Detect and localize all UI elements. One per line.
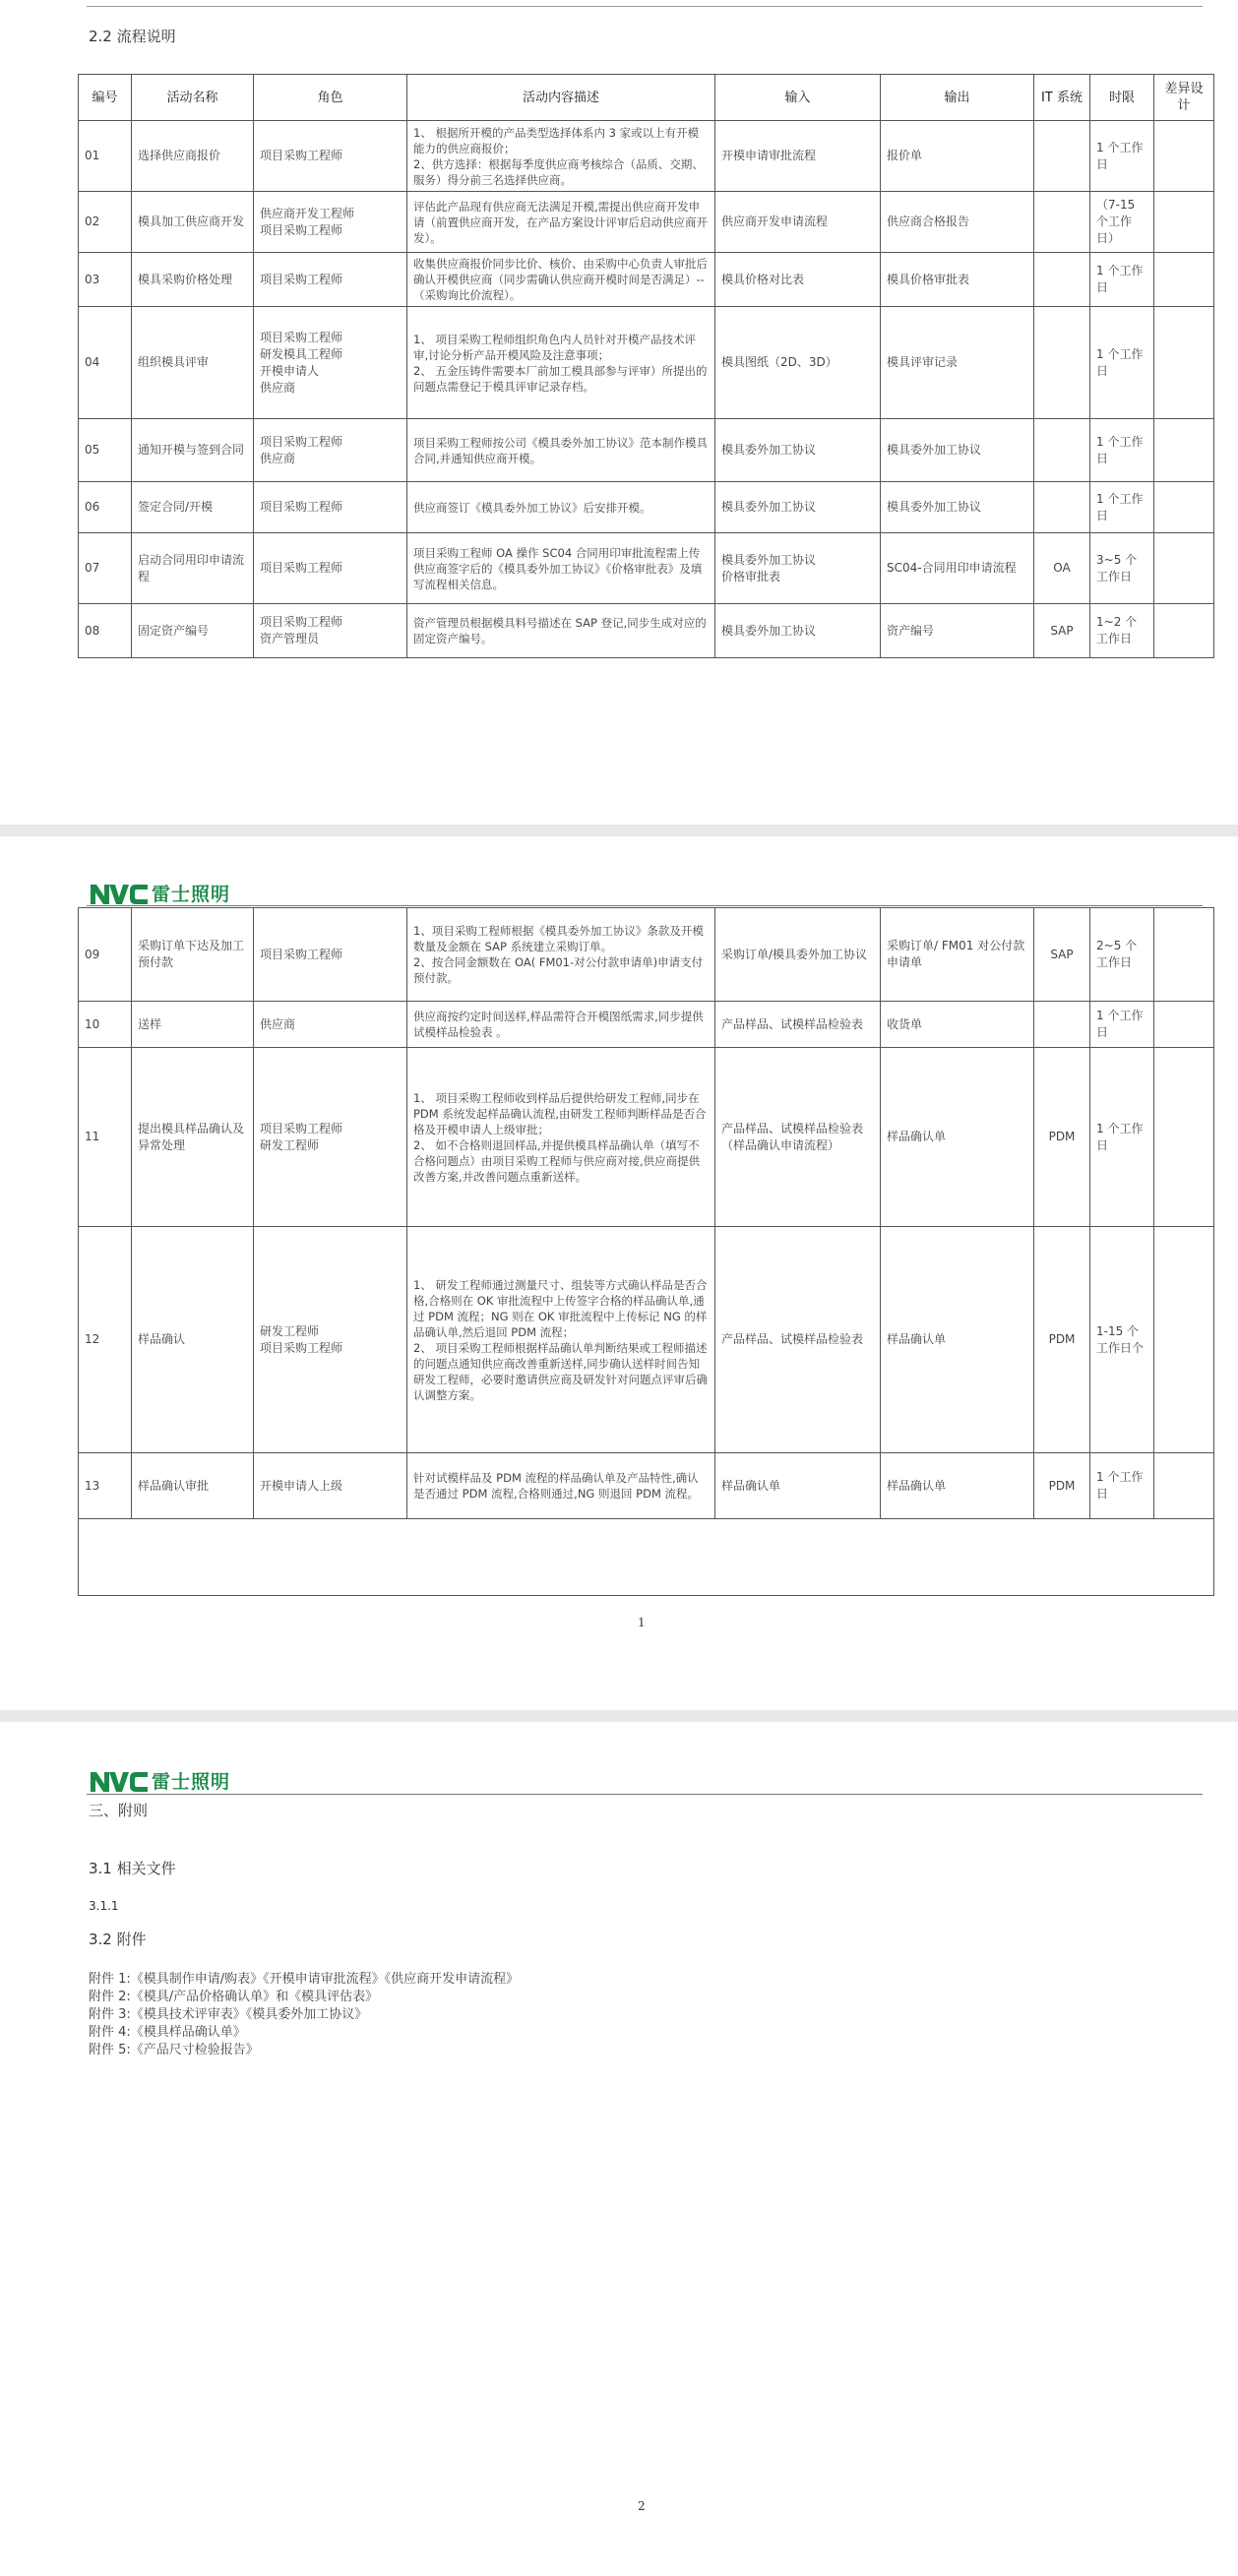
cell-input: 模具图纸（2D、3D） (715, 307, 881, 419)
cell-name: 模具采购价格处理 (132, 253, 254, 307)
cell-time: 2~5 个工作日 (1090, 908, 1154, 1002)
cell-output: 收货单 (881, 1002, 1034, 1048)
header-rule (87, 905, 1203, 906)
cell-it (1034, 1002, 1090, 1048)
cell-role: 供应商 (254, 1002, 407, 1048)
nvc-logo-icon (89, 881, 150, 906)
cell-it (1034, 192, 1090, 253)
cell-desc: 针对试模样品及 PDM 流程的样品确认单及产品特性,确认是否通过 PDM 流程,合格则通过,NG 则退回 PDM 流程。 (407, 1453, 715, 1519)
header-cell: 输入 (715, 75, 881, 121)
empty-cell (79, 1519, 1214, 1596)
cell-output: 采购订单/ FM01 对公付款申请单 (881, 908, 1034, 1002)
cell-name: 提出模具样品确认及异常处理 (132, 1048, 254, 1227)
cell-no: 01 (79, 121, 132, 192)
table-row (79, 1048, 1214, 1227)
cell-it (1034, 307, 1090, 419)
cell-role: 项目采购工程师 (254, 121, 407, 192)
cell-diff (1154, 604, 1214, 658)
cell-output: 样品确认单 (881, 1048, 1034, 1227)
header-cell: 时限 (1090, 75, 1154, 121)
cell-time: 3~5 个工作日 (1090, 533, 1154, 604)
attachment-item: 附件 1:《模具制作申请/购表》《开模申请审批流程》《供应商开发申请流程》 (89, 1972, 520, 1987)
company-logo (89, 1767, 230, 1794)
table-row (79, 419, 1214, 482)
cell-desc: 评估此产品现有供应商无法满足开模,需提出供应商开发申请（前置供应商开发，在产品方案设计评审后启动供应商开发）。 (407, 192, 715, 253)
table-row (79, 307, 1214, 419)
cell-time: 1 个工作日 (1090, 121, 1154, 192)
cell-it: OA (1034, 533, 1090, 604)
cell-diff (1154, 192, 1214, 253)
cell-time: 1 个工作日 (1090, 1002, 1154, 1048)
table-row (79, 1002, 1214, 1048)
cell-desc: 供应商按约定时间送样,样品需符合开模图纸需求,同步提供试模样品检验表 。 (407, 1002, 715, 1048)
cell-input: 供应商开发申请流程 (715, 192, 881, 253)
cell-time: 1 个工作日 (1090, 1048, 1154, 1227)
subsection-attachments: 3.2 附件 (89, 1931, 147, 1948)
cell-output: 供应商合格报告 (881, 192, 1034, 253)
cell-it (1034, 121, 1090, 192)
cell-diff (1154, 1227, 1214, 1453)
cell-diff (1154, 307, 1214, 419)
attachment-item: 附件 4:《模具样品确认单》 (89, 2025, 246, 2040)
cell-role: 供应商开发工程师 项目采购工程师 (254, 192, 407, 253)
cell-diff (1154, 1453, 1214, 1519)
header-cell: IT 系统 (1034, 75, 1090, 121)
cell-role: 项目采购工程师 资产管理员 (254, 604, 407, 658)
cell-no: 02 (79, 192, 132, 253)
cell-input: 开模申请审批流程 (715, 121, 881, 192)
cell-name: 送样 (132, 1002, 254, 1048)
cell-time: 1 个工作日 (1090, 253, 1154, 307)
empty-row (79, 1519, 1214, 1596)
cell-desc: 项目采购工程师按公司《模具委外加工协议》范本制作模具合同,并通知供应商开模。 (407, 419, 715, 482)
cell-it (1034, 482, 1090, 533)
cell-input: 产品样品、试模样品检验表 (715, 1227, 881, 1453)
cell-it: PDM (1034, 1227, 1090, 1453)
table-header-row (79, 75, 1214, 121)
cell-output: 样品确认单 (881, 1453, 1034, 1519)
cell-output: 样品确认单 (881, 1227, 1034, 1453)
cell-role: 开模申请人上级 (254, 1453, 407, 1519)
table-row (79, 121, 1214, 192)
cell-no: 10 (79, 1002, 132, 1048)
cell-diff (1154, 253, 1214, 307)
cell-no: 09 (79, 908, 132, 1002)
cell-input: 模具价格对比表 (715, 253, 881, 307)
cell-input: 模具委外加工协议 (715, 419, 881, 482)
header-cell: 角色 (254, 75, 407, 121)
section-title: 2.2 流程说明 (89, 28, 176, 45)
cell-no: 06 (79, 482, 132, 533)
cell-diff (1154, 533, 1214, 604)
cell-no: 08 (79, 604, 132, 658)
page-3 (0, 1722, 1238, 2576)
page-gap (0, 825, 1238, 836)
cell-role: 项目采购工程师 研发模具工程师 开模申请人 供应商 (254, 307, 407, 419)
table-row (79, 1453, 1214, 1519)
cell-it: SAP (1034, 908, 1090, 1002)
cell-role: 研发工程师 项目采购工程师 (254, 1227, 407, 1453)
cell-time: 1~2 个工作日 (1090, 604, 1154, 658)
cell-desc: 供应商签订《模具委外加工协议》后安排开模。 (407, 482, 715, 533)
page-number: 2 (638, 2499, 646, 2513)
cell-time: 1 个工作日 (1090, 482, 1154, 533)
cell-time: 1 个工作日 (1090, 419, 1154, 482)
cell-role: 项目采购工程师 (254, 533, 407, 604)
cell-diff (1154, 908, 1214, 1002)
cell-output: 模具价格审批表 (881, 253, 1034, 307)
cell-diff (1154, 121, 1214, 192)
cell-desc: 资产管理员根据模具料号描述在 SAP 登记,同步生成对应的固定资产编号。 (407, 604, 715, 658)
cell-it: PDM (1034, 1453, 1090, 1519)
cell-it (1034, 253, 1090, 307)
cell-no: 05 (79, 419, 132, 482)
cell-desc: 1、 项目采购工程师组织角色内人员针对开模产品技术评审,讨论分析产品开模风险及注意事项； 2、 五金压铸件需要本厂前加工模具部参与评审）所提出的问题点需登记于模具评审记录存档。 (407, 307, 715, 419)
flow-table-2 (78, 907, 1214, 1596)
table-row (79, 604, 1214, 658)
cell-time: （7-15 个工作日） (1090, 192, 1154, 253)
cell-input: 采购订单/模具委外加工协议 (715, 908, 881, 1002)
cell-output: SC04-合同用印申请流程 (881, 533, 1034, 604)
cell-name: 通知开模与签到合同 (132, 419, 254, 482)
cell-it (1034, 419, 1090, 482)
table-row (79, 1227, 1214, 1453)
cell-desc: 1、 项目采购工程师收到样品后提供给研发工程师,同步在 PDM 系统发起样品确认流程,由研发工程师判断样品是否合格及开模申请人上级审批； 2、 如不合格则退回样品,并提供模具样品确认单（填写不合格问题点）由项目采购工程师与供应商对接,供应商提供改善方案,并改善问题点重新送样。 (407, 1048, 715, 1227)
table-row (79, 533, 1214, 604)
page-2 (0, 836, 1238, 1710)
cell-desc: 1、 根据所开模的产品类型选择体系内 3 家或以上有开模能力的供应商报价； 2、供方选择：根据每季度供应商考核综合（品质、交期、服务）得分前三名选择供应商。 (407, 121, 715, 192)
cell-role: 项目采购工程师 (254, 908, 407, 1002)
cell-desc: 收集供应商报价同步比价、核价、由采购中心负责人审批后确认开模供应商（同步需确认供应商开模时间是否满足）--（采购询比价流程）。 (407, 253, 715, 307)
cell-name: 模具加工供应商开发 (132, 192, 254, 253)
attachment-item: 附件 2:《模具/产品价格确认单》和《模具评估表》 (89, 1990, 379, 2004)
cell-time: 1 个工作日 (1090, 1453, 1154, 1519)
cell-input: 产品样品、试模样品检验表 (715, 1002, 881, 1048)
cell-desc: 1、 研发工程师通过测量尺寸、组装等方式确认样品是否合格,合格则在 OK 审批流程中上传签字合格的样品确认单,通过 PDM 流程；NG 则在 OK 审批流程中上传标记 NG 的样品确认单,然后退回 PDM 流程； 2、 项目采购工程师根据样品确认单判断结果或工程师描述的问题点通知供应商改善重新送样,同步确认送样时间告知研发工程师，必要时邀请供应商及研发针对问题点评审后确认调整方案。 (407, 1227, 715, 1453)
header-cell: 差异设计 (1154, 75, 1214, 121)
section-title: 三、附则 (89, 1802, 149, 1819)
cell-name: 选择供应商报价 (132, 121, 254, 192)
cell-role: 项目采购工程师 (254, 253, 407, 307)
cell-no: 03 (79, 253, 132, 307)
logo-text: 雷士照明 (152, 1771, 231, 1793)
cell-no: 07 (79, 533, 132, 604)
flow-table-1 (78, 74, 1214, 658)
cell-input: 模具委外加工协议 (715, 604, 881, 658)
cell-diff (1154, 482, 1214, 533)
cell-diff (1154, 1002, 1214, 1048)
cell-name: 组织模具评审 (132, 307, 254, 419)
subsection-3-1-1: 3.1.1 (89, 1899, 119, 1913)
cell-no: 11 (79, 1048, 132, 1227)
nvc-logo-icon (89, 1768, 150, 1794)
logo-text: 雷士照明 (152, 884, 231, 905)
cell-no: 04 (79, 307, 132, 419)
cell-output: 报价单 (881, 121, 1034, 192)
cell-time: 1 个工作日 (1090, 307, 1154, 419)
cell-input: 模具委外加工协议 (715, 482, 881, 533)
header-cell: 活动名称 (132, 75, 254, 121)
cell-desc: 1、项目采购工程师根据《模具委外加工协议》条款及开模数量及金额在 SAP 系统建立采购订单。 2、按合同金额数在 OA( FM01-对公付款申请单)申请支付预付款。 (407, 908, 715, 1002)
table-row (79, 192, 1214, 253)
company-logo (89, 880, 230, 906)
cell-desc: 项目采购工程师 OA 操作 SC04 合同用印审批流程需上传供应商签字后的《模具委外加工协议》《价格审批表》及填写流程相关信息。 (407, 533, 715, 604)
page-number: 1 (638, 1616, 646, 1629)
subsection-related-docs: 3.1 相关文件 (89, 1860, 176, 1877)
cell-name: 签定合同/开模 (132, 482, 254, 533)
cell-no: 12 (79, 1227, 132, 1453)
cell-output: 资产编号 (881, 604, 1034, 658)
table-row (79, 482, 1214, 533)
cell-it: PDM (1034, 1048, 1090, 1227)
cell-role: 项目采购工程师 供应商 (254, 419, 407, 482)
header-cell: 输出 (881, 75, 1034, 121)
cell-time: 1-15 个工作日个 (1090, 1227, 1154, 1453)
cell-name: 启动合同用印申请流程 (132, 533, 254, 604)
cell-diff (1154, 419, 1214, 482)
table-row (79, 908, 1214, 1002)
cell-input: 样品确认单 (715, 1453, 881, 1519)
cell-no: 13 (79, 1453, 132, 1519)
cell-role: 项目采购工程师 研发工程师 (254, 1048, 407, 1227)
cell-name: 样品确认审批 (132, 1453, 254, 1519)
attachment-item: 附件 3:《模具技术评审表》《模具委外加工协议》 (89, 2007, 368, 2022)
top-rule (87, 6, 1203, 7)
header-rule (87, 1794, 1203, 1795)
cell-output: 模具委外加工协议 (881, 482, 1034, 533)
page-1 (0, 0, 1238, 825)
cell-role: 项目采购工程师 (254, 482, 407, 533)
attachment-list (89, 1971, 519, 2059)
cell-name: 采购订单下达及加工预付款 (132, 908, 254, 1002)
cell-name: 固定资产编号 (132, 604, 254, 658)
cell-it: SAP (1034, 604, 1090, 658)
cell-output: 模具委外加工协议 (881, 419, 1034, 482)
cell-input: 模具委外加工协议 价格审批表 (715, 533, 881, 604)
page-gap (0, 1710, 1238, 1722)
attachment-item: 附件 5:《产品尺寸检验报告》 (89, 2043, 259, 2057)
cell-name: 样品确认 (132, 1227, 254, 1453)
cell-input: 产品样品、试模样品检验表（样品确认申请流程） (715, 1048, 881, 1227)
cell-output: 模具评审记录 (881, 307, 1034, 419)
table-row (79, 253, 1214, 307)
cell-diff (1154, 1048, 1214, 1227)
header-cell: 活动内容描述 (407, 75, 715, 121)
header-cell: 编号 (79, 75, 132, 121)
